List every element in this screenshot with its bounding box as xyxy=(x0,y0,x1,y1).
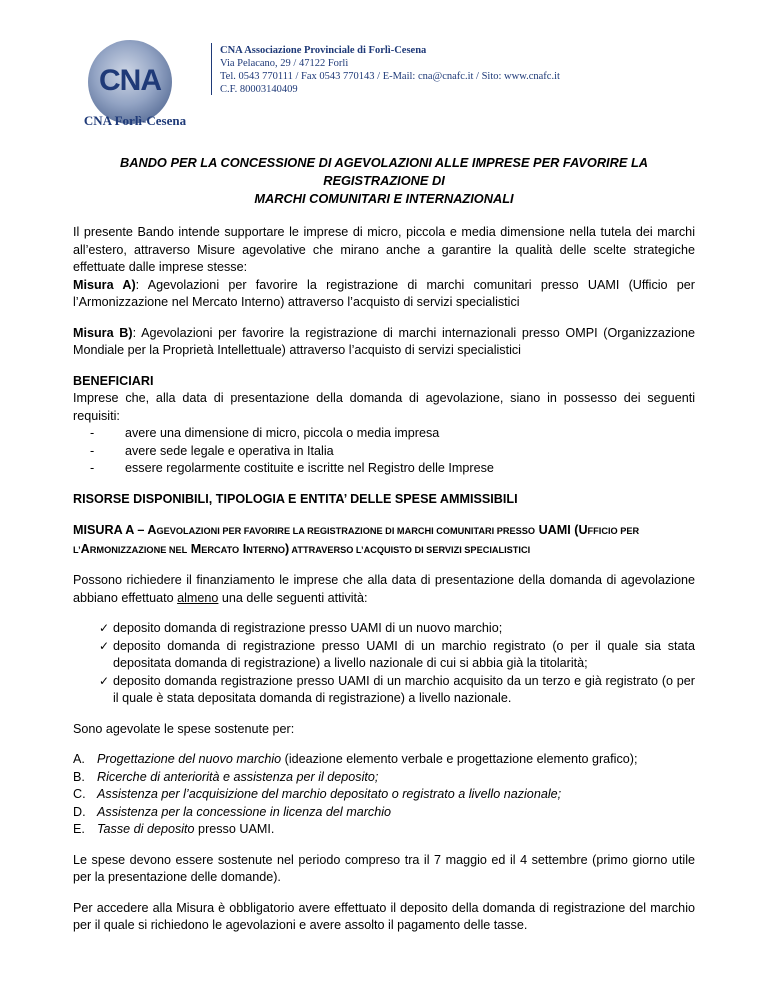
list-item xyxy=(73,769,695,787)
org-fiscal-code: C.F. 80003140409 xyxy=(220,84,298,95)
periodo-paragraph: Le spese devono essere sostenute nel periodo compreso tra il 7 maggio ed il 4 settembre (primo giorno utile per la presentazione delle domande). xyxy=(73,852,695,884)
title-line-2: MARCHI COMUNITARI E INTERNAZIONALI xyxy=(254,191,514,206)
org-name: CNA Associazione Provinciale di Forlì-Cesena xyxy=(220,45,427,56)
spese-list xyxy=(73,751,695,839)
beneficiari-text: Imprese che, alla data di presentazione della domanda di agevolazione, siano in possesso dei seguenti requisiti: xyxy=(73,391,695,423)
list-item xyxy=(73,638,695,673)
list-item xyxy=(73,751,695,769)
title-line-1: BANDO PER LA CONCESSIONE DI AGEVOLAZIONI ALLE IMPRESE PER FAVORIRE LA REGISTRAZIONE DI xyxy=(119,155,649,188)
document-body xyxy=(73,150,695,935)
spese-intro: Sono agevolate le spese sostenute per: xyxy=(73,721,295,736)
list-item xyxy=(73,620,695,638)
org-address: Via Pelacano, 29 / 47122 Forlì xyxy=(220,58,349,69)
richiesta-post: una delle seguenti attività: xyxy=(218,590,368,605)
accesso-paragraph: Per accedere alla Misura è obbligatorio avere effettuato il deposito della domanda di registrazione del marchio per il quale si richiedono le agevolazioni e avere assolto il pagamento delle tasse. xyxy=(73,900,695,932)
document-title xyxy=(73,154,695,208)
header-divider xyxy=(211,43,212,95)
spesa-rest: (ideazione elemento verbale e progettazione elemento grafico); xyxy=(281,752,638,766)
spesa-rest: presso UAMI. xyxy=(194,822,275,836)
spesa-title: Assistenza per l’acquisizione del marchio depositato o registrato a livello nazionale; xyxy=(97,787,562,801)
richiesta-underline: almeno xyxy=(177,590,219,605)
misura-b-paragraph xyxy=(73,325,695,360)
misura-a-label: Misura A) xyxy=(73,277,136,292)
spesa-title: Ricerche di anteriorità e assistenza per il deposito; xyxy=(97,769,379,784)
checkmark-icon: ✓ xyxy=(99,673,110,688)
misura-b-label: Misura B) xyxy=(73,325,133,340)
spesa-title: Assistenza per la concessione in licenza del marchio xyxy=(97,804,392,819)
list-item: - avere una dimensione di micro, piccola o media impresa xyxy=(90,426,440,440)
cna-logo xyxy=(80,40,190,150)
attivita-text: deposito domanda di registrazione presso UAMI di un marchio registrato (o per il quale sia stata depositata domanda di registrazione) a livello nazionale di cui si abbia già la titolarità; xyxy=(113,638,695,670)
beneficiari-heading xyxy=(73,373,695,391)
risorse-heading-text: RISORSE DISPONIBILI, TIPOLOGIA E ENTITA’ DELLE SPESE AMMISSIBILI xyxy=(73,491,518,506)
list-item xyxy=(73,673,695,708)
organization-info xyxy=(220,44,560,96)
misura-a-paragraph xyxy=(73,277,695,312)
list-item xyxy=(73,786,695,804)
misura-a-heading: MISURA A – AGEVOLAZIONI PER FAVORIRE LA REGISTRAZIONE DI MARCHI COMUNITARI PRESSO UAMI (UFFICIO PER L’ARMONIZZAZIONE NEL MERCATO INTERNO) ATTRAVERSO L’ACQUISTO DI SERVIZI SPECIALISTICI xyxy=(73,523,640,556)
richiesta-paragraph xyxy=(73,572,695,607)
requisito-text: essere regolarmente costituite e iscritte nel Registro delle Imprese xyxy=(125,461,494,475)
logo-text: CNA xyxy=(99,64,161,97)
item-letter: C. xyxy=(73,787,86,801)
intro-paragraph: Il presente Bando intende supportare le imprese di micro, piccola e media dimensione nella tutela dei marchi all’estero, attraverso Misure agevolative che mirano anche a garantire la qualità delle scelte strategiche effettuate dalle imprese stesse: xyxy=(73,225,695,274)
misura-a-text: : Agevolazioni per favorire la registrazione di marchi comunitari presso UAMI (Ufficio per l’Armonizzazione nel Mercato Interno) attraverso l’acquisto di servizi specialistici xyxy=(73,277,695,309)
risorse-heading xyxy=(73,491,695,509)
logo-caption: CNA Forlì-Cesena xyxy=(83,113,187,128)
list-item: - essere regolarmente costituite e iscritte nel Registro delle Imprese xyxy=(90,461,494,475)
requisito-text: avere una dimensione di micro, piccola o media impresa xyxy=(125,426,440,440)
richiesta-pre: Possono richiedere il finanziamento le imprese che alla data di presentazione della domanda di agevolazione abbiano effettuato xyxy=(73,573,695,605)
spesa-title: Tasse di deposito xyxy=(97,822,195,836)
item-letter: D. xyxy=(73,804,86,819)
attivita-list xyxy=(73,620,695,708)
item-letter: B. xyxy=(73,769,85,784)
list-item xyxy=(73,804,695,822)
item-letter: A. xyxy=(73,752,85,766)
attivita-text: deposito domanda di registrazione presso UAMI di un nuovo marchio; xyxy=(113,621,503,635)
misura-b-text: : Agevolazioni per favorire la registrazione di marchi internazionali presso OMPI (Organizzazione Mondiale per la Proprietà Intellettuale) attraverso l’acquisto di servizi specialistici xyxy=(73,325,695,357)
beneficiari-heading-text: BENEFICIARI xyxy=(73,373,154,388)
attivita-text: deposito domanda registrazione presso UAMI di un marchio acquisito da un terzo e già registrato (o per il quale è stata depositata domanda di registrazione) a livello nazionale. xyxy=(113,673,695,705)
requisiti-list xyxy=(73,425,695,478)
org-contacts: Tel. 0543 770111 / Fax 0543 770143 / E-Mail: cna@cnafc.it / Sito: www.cnafc.it xyxy=(220,71,560,82)
requisito-text: avere sede legale e operativa in Italia xyxy=(125,443,334,458)
item-letter: E. xyxy=(73,822,85,836)
list-item: - avere sede legale e operativa in Italia xyxy=(90,443,334,458)
spesa-title: Progettazione del nuovo marchio xyxy=(97,752,282,766)
checkmark-icon: ✓ xyxy=(99,638,110,653)
list-item xyxy=(73,821,695,839)
checkmark-icon: ✓ xyxy=(99,621,110,635)
